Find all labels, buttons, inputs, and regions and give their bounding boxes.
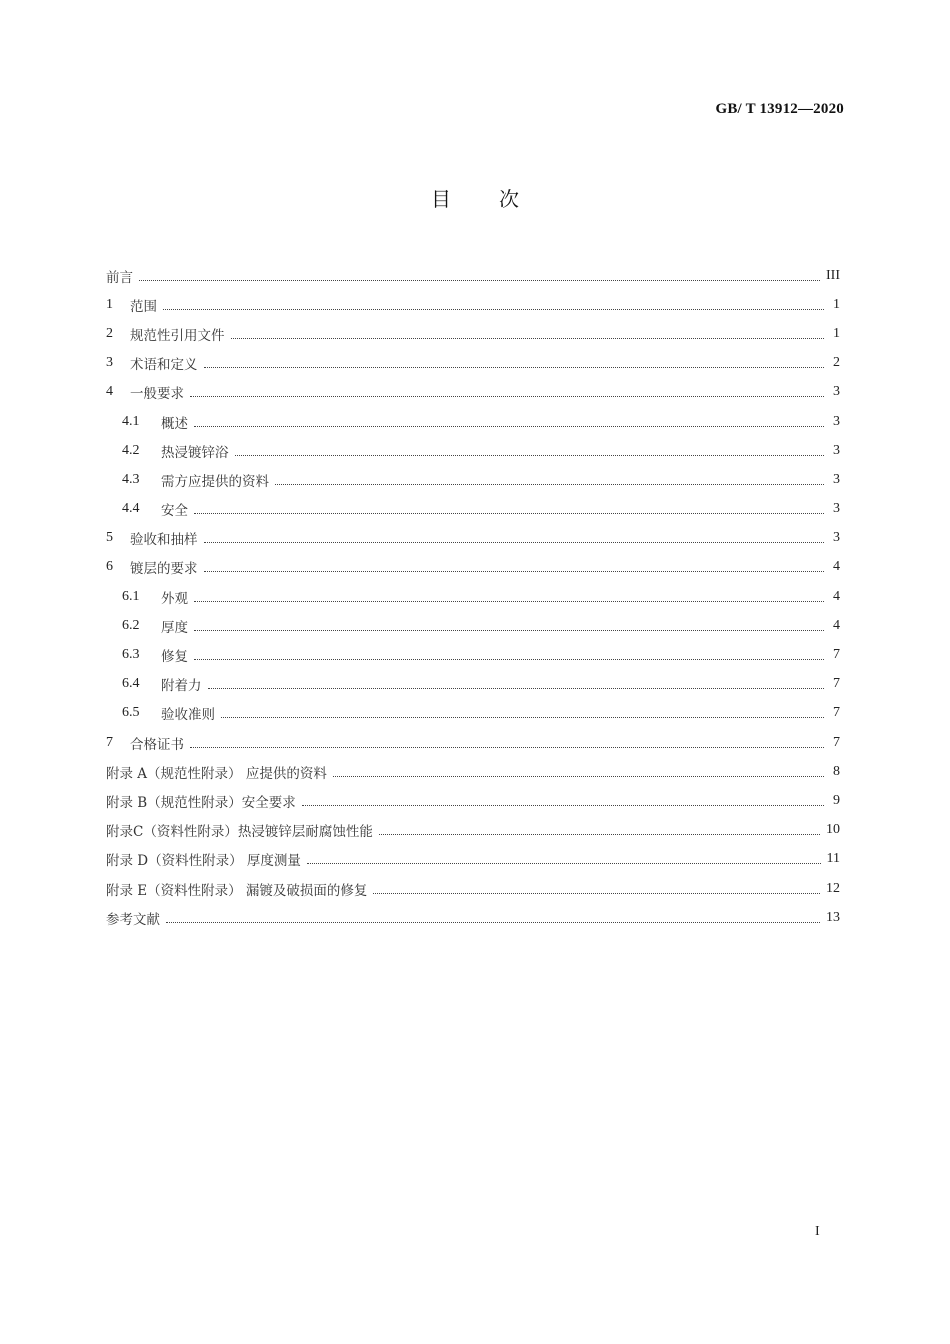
toc-entry[interactable] bbox=[106, 261, 840, 290]
toc-entry-number: 6.4 bbox=[122, 676, 140, 692]
toc-entry-number: 4.3 bbox=[122, 471, 140, 487]
toc-entry-number: 4.4 bbox=[122, 501, 140, 517]
toc-entry-number: 6.1 bbox=[122, 588, 140, 604]
toc-entry-label: 热浸镀锌浴 bbox=[161, 444, 229, 461]
dot-leader bbox=[307, 862, 821, 864]
toc-entry-page: 9 bbox=[833, 792, 840, 808]
toc-entry-label: 概述 bbox=[161, 415, 188, 432]
toc-entry[interactable] bbox=[106, 874, 840, 903]
toc-entry-page: 7 bbox=[833, 676, 840, 692]
toc-entry[interactable] bbox=[106, 728, 840, 757]
toc-entry-label: 一般要求 bbox=[130, 386, 184, 403]
toc-entry-label: 附录 A（规范性附录） 应提供的资料 bbox=[106, 765, 327, 782]
toc-entry-label: 安全 bbox=[161, 503, 188, 520]
toc-entry-label: 修复 bbox=[161, 649, 188, 666]
toc-entry-label: 附着力 bbox=[161, 678, 202, 695]
toc-entry-label: 附录 D（资料性附录） 厚度测量 bbox=[106, 853, 301, 870]
toc-entry[interactable] bbox=[106, 349, 840, 378]
dot-leader bbox=[166, 921, 820, 923]
toc-entry[interactable] bbox=[106, 436, 840, 465]
toc-entry-page: III bbox=[826, 267, 840, 283]
toc-entry-label: 需方应提供的资料 bbox=[161, 473, 269, 490]
title-char-1: 目 bbox=[431, 187, 451, 211]
table-of-contents bbox=[106, 261, 840, 932]
toc-entry-page: 7 bbox=[833, 734, 840, 750]
toc-entry[interactable] bbox=[106, 378, 840, 407]
standard-code: GB/ T 13912—2020 bbox=[715, 101, 844, 117]
toc-entry-page: 3 bbox=[833, 530, 840, 546]
toc-entry[interactable] bbox=[106, 670, 840, 699]
dot-leader bbox=[373, 892, 820, 894]
toc-entry-number: 2 bbox=[106, 325, 113, 341]
toc-entry-label: 附录C（资料性附录）热浸镀锌层耐腐蚀性能 bbox=[106, 824, 373, 841]
toc-entry-number: 4 bbox=[106, 384, 113, 400]
toc-entry[interactable] bbox=[106, 786, 840, 815]
toc-entry-page: 7 bbox=[833, 647, 840, 663]
toc-entry-label: 厚度 bbox=[161, 619, 188, 636]
toc-entry[interactable] bbox=[106, 757, 840, 786]
toc-entry-label: 镀层的要求 bbox=[130, 561, 198, 578]
toc-entry-page: 3 bbox=[833, 384, 840, 400]
dot-leader bbox=[194, 425, 824, 427]
toc-entry-number: 6 bbox=[106, 559, 113, 575]
toc-entry-page: 4 bbox=[833, 559, 840, 575]
toc-entry-label: 合格证书 bbox=[130, 736, 184, 753]
toc-entry[interactable] bbox=[106, 407, 840, 436]
toc-entry-page: 2 bbox=[833, 355, 840, 371]
dot-leader bbox=[139, 279, 820, 281]
toc-entry-page: 1 bbox=[833, 325, 840, 341]
toc-entry-page: 7 bbox=[833, 705, 840, 721]
dot-leader bbox=[221, 716, 824, 718]
toc-entry-page: 12 bbox=[826, 880, 840, 896]
toc-entry-page: 4 bbox=[833, 588, 840, 604]
toc-entry-number: 6.3 bbox=[122, 647, 140, 663]
toc-entry-number: 4.1 bbox=[122, 413, 140, 429]
toc-entry-label: 附录 E（资料性附录） 漏镀及破损面的修复 bbox=[106, 882, 368, 899]
toc-entry-number: 1 bbox=[106, 296, 113, 312]
toc-entry-label: 规范性引用文件 bbox=[130, 327, 225, 344]
title-char-2: 次 bbox=[499, 187, 519, 211]
toc-entry[interactable] bbox=[106, 495, 840, 524]
toc-entry-page: 13 bbox=[826, 909, 840, 925]
toc-entry[interactable] bbox=[106, 465, 840, 494]
toc-entry[interactable] bbox=[106, 816, 840, 845]
toc-entry-label: 验收和抽样 bbox=[130, 532, 198, 549]
dot-leader bbox=[190, 746, 824, 748]
toc-entry-page: 10 bbox=[826, 822, 840, 838]
toc-entry-page: 3 bbox=[833, 413, 840, 429]
dot-leader bbox=[275, 483, 824, 485]
toc-entry[interactable] bbox=[106, 699, 840, 728]
toc-entry-number: 7 bbox=[106, 734, 113, 750]
dot-leader bbox=[204, 366, 825, 368]
toc-entry-number: 6.2 bbox=[122, 617, 140, 633]
toc-entry[interactable] bbox=[106, 640, 840, 669]
toc-entry-number: 6.5 bbox=[122, 705, 140, 721]
dot-leader bbox=[235, 454, 825, 456]
toc-entry-number: 4.2 bbox=[122, 442, 140, 458]
toc-entry-page: 1 bbox=[833, 296, 840, 312]
toc-entry-number: 3 bbox=[106, 355, 113, 371]
toc-entry[interactable] bbox=[106, 845, 840, 874]
toc-entry[interactable] bbox=[106, 582, 840, 611]
dot-leader bbox=[194, 658, 824, 660]
toc-entry-label: 范围 bbox=[130, 298, 157, 315]
dot-leader bbox=[194, 512, 824, 514]
toc-entry-label: 验收准则 bbox=[161, 707, 215, 724]
toc-entry-page: 3 bbox=[833, 501, 840, 517]
toc-entry[interactable] bbox=[106, 524, 840, 553]
dot-leader bbox=[302, 804, 824, 806]
toc-entry-label: 附录 B（规范性附录）安全要求 bbox=[106, 794, 296, 811]
dot-leader bbox=[194, 600, 824, 602]
dot-leader bbox=[163, 308, 824, 310]
toc-entry[interactable] bbox=[106, 319, 840, 348]
dot-leader bbox=[204, 570, 825, 572]
dot-leader bbox=[190, 395, 824, 397]
toc-entry[interactable] bbox=[106, 903, 840, 932]
page-number: I bbox=[815, 1224, 820, 1239]
toc-entry-page: 4 bbox=[833, 617, 840, 633]
page-title bbox=[0, 183, 950, 212]
toc-entry[interactable] bbox=[106, 553, 840, 582]
toc-entry-label: 前言 bbox=[106, 269, 133, 286]
dot-leader bbox=[194, 629, 824, 631]
dot-leader bbox=[333, 775, 824, 777]
toc-entry-label: 参考文献 bbox=[106, 911, 160, 928]
toc-entry-page: 3 bbox=[833, 471, 840, 487]
toc-entry-page: 3 bbox=[833, 442, 840, 458]
toc-entry-number: 5 bbox=[106, 530, 113, 546]
dot-leader bbox=[379, 833, 820, 835]
dot-leader bbox=[208, 687, 825, 689]
toc-entry-page: 11 bbox=[826, 851, 840, 867]
dot-leader bbox=[204, 541, 825, 543]
toc-entry[interactable] bbox=[106, 290, 840, 319]
toc-entry-label: 外观 bbox=[161, 590, 188, 607]
dot-leader bbox=[231, 337, 825, 339]
toc-entry[interactable] bbox=[106, 611, 840, 640]
toc-entry-page: 8 bbox=[833, 763, 840, 779]
toc-entry-label: 术语和定义 bbox=[130, 357, 198, 374]
